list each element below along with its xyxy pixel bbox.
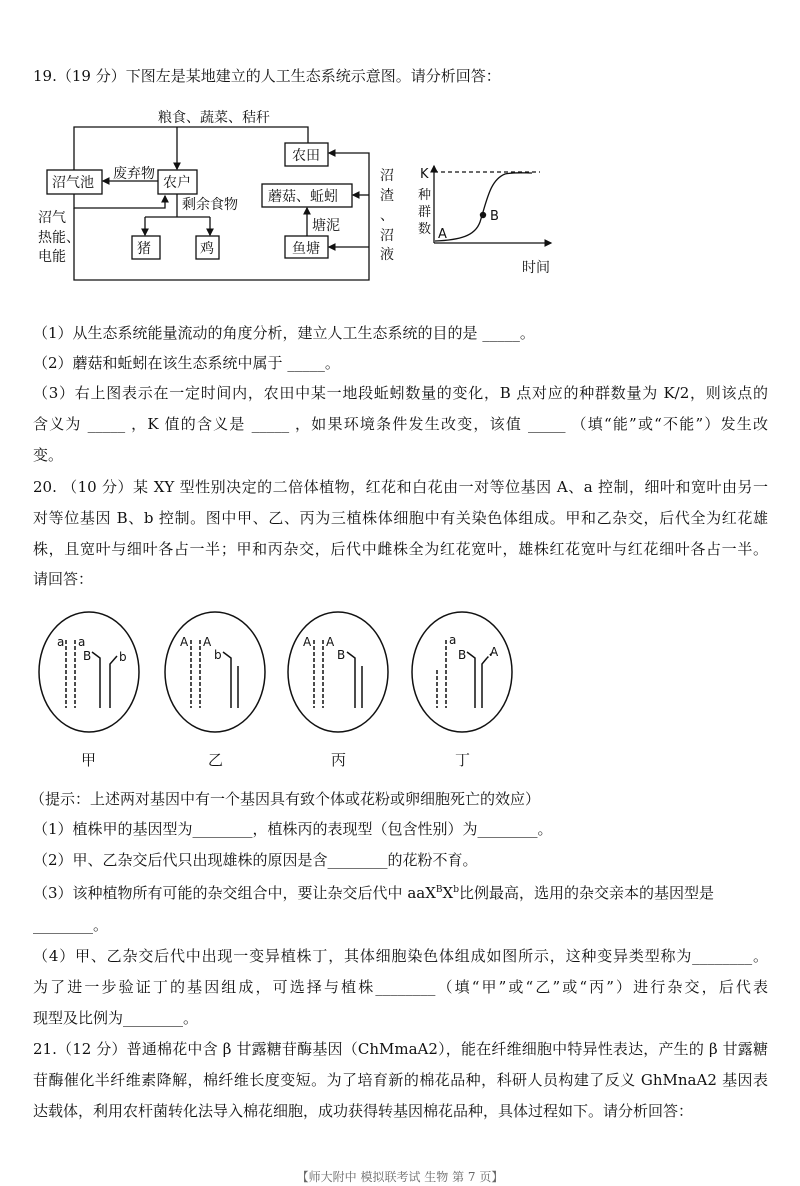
cell-label-bing: 丙 [331, 751, 347, 769]
flow-label-grain: 粮食、蔬菜、秸秆 [158, 110, 270, 126]
q19-sub2: （2）蘑菇和蚯蚓在该生态系统中属于 _____。 [33, 354, 340, 372]
q21-stem: 达载体，利用农杆菌转化法导入棉花细胞，成功获得转基因棉花品种，具体过程如下。请分析回答： [33, 1102, 694, 1120]
q20-sub4: 为了进一步验证丁的基因组成，可选择与植株________（填“甲”或“乙”或“丙”）进行杂交，后代表 [33, 978, 768, 996]
box-pig: 猪 [137, 241, 151, 257]
population-graph [418, 166, 551, 276]
residue-label: 、 [380, 208, 394, 224]
y-axis-label: 群 [418, 205, 432, 220]
box-biogas: 沼气池 [52, 175, 94, 191]
flow-label-waste: 废弃物 [113, 166, 155, 182]
superscript: b [453, 885, 459, 895]
box-pond: 鱼塘 [292, 241, 320, 257]
point-a-label: A [438, 227, 447, 242]
gene-label: A [490, 645, 499, 659]
point-b-label: B [490, 209, 499, 224]
chromosome-figures [0, 600, 800, 780]
cell-label-ding: 丁 [455, 751, 471, 769]
q20-stem: 对等位基因 B、b 控制。图中甲、乙、丙为三植株体细胞中有关染色体组成。甲和乙杂交，后代全为红花雄 [33, 509, 768, 527]
box-chicken: 鸡 [200, 241, 214, 257]
gene-label: b [214, 648, 222, 662]
gene-label: B [458, 648, 467, 662]
cell-label-yi: 乙 [208, 751, 224, 769]
gene-label: a [57, 635, 65, 649]
cell-label-jia: 甲 [81, 751, 97, 769]
q20-sub4: 现型及比例为________。 [33, 1009, 199, 1027]
q20-stem: 株，且宽叶与细叶各占一半；甲和丙杂交，后代中雌株全为红花宽叶，雄株红花宽叶与红花细叶各占一半。 [33, 540, 768, 558]
flow-label-leftover: 剩余食物 [182, 197, 238, 213]
q20-sub2: （2）甲、乙杂交后代只出现雄株的原因是含________的花粉不育。 [33, 851, 478, 869]
gene-label: A [203, 635, 212, 649]
q20-sub3-blank: ________。 [33, 916, 109, 934]
energy-label: 电能 [38, 249, 66, 265]
q19-sub1: （1）从生态系统能量流动的角度分析，建立人工生态系统的目的是 _____。 [33, 324, 535, 342]
energy-label: 热能、 [38, 230, 80, 246]
residue-label: 沼 [380, 228, 394, 244]
q19-sub3: 变。 [33, 446, 64, 464]
gene-label: A [303, 635, 312, 649]
q19-title: 19.（19 分）下图左是某地建立的人工生态系统示意图。请分析回答： [33, 67, 501, 85]
gene-label: a [78, 635, 86, 649]
k-label: K [420, 167, 429, 182]
ecosystem-diagram [0, 0, 800, 300]
q19-sub3: （3）右上图表示在一定时间内，农田中某一地段蚯蚓数量的变化，B 点对应的种群数量为 K/2，则该点的 [33, 384, 768, 402]
residue-label: 沼 [380, 168, 394, 184]
flow-label-mud: 塘泥 [312, 218, 340, 234]
q20-sub3-text: （3）该种植物所有可能的杂交组合中，要让杂交后代中 aaX [33, 884, 436, 902]
q20-stem: 20. （10 分）某 XY 型性别决定的二倍体植物，红花和白花由一对等位基因 A、a 控制，细叶和宽叶由另一 [33, 478, 768, 496]
box-mushroom: 蘑菇、蚯蚓 [268, 189, 338, 205]
q20-sub3 [33, 880, 768, 903]
y-axis-label: 种 [418, 188, 432, 203]
page-footer: 【师大附中 模拟联考试 生物 第 7 页】 [296, 1170, 504, 1184]
gene-label: a [449, 633, 457, 647]
box-field: 农田 [292, 148, 320, 164]
q20-sub4: （4）甲、乙杂交后代中出现一变异植株丁，其体细胞染色体组成如图所示，这种变异类型称为________。 [33, 947, 768, 965]
q20-sub1: （1）植株甲的基因型为________，植株丙的表现型（包含性别）为________。 [33, 820, 553, 838]
gene-label: b [119, 650, 127, 664]
q19-sub3: 含义为 _____ ，K 值的含义是 _____ ，如果环境条件发生改变，该值 _____ （填“能”或“不能”）发生改 [33, 415, 768, 433]
box-farmer: 农户 [163, 175, 191, 191]
q20-sub3-text: 比例最高，选用的杂交亲本的基因型是 [458, 884, 714, 902]
q21-stem: 苷酶催化半纤维素降解，棉纤维长度变短。为了培育新的棉花品种，科研人员构建了反义 GhMnaA2 基因表 [33, 1071, 768, 1089]
gene-label: A [326, 635, 335, 649]
q20-hint: （提示：上述两对基因中有一个基因具有致个体或花粉或卵细胞死亡的效应） [30, 790, 541, 808]
superscript: B [435, 885, 443, 895]
gene-label: B [83, 649, 92, 663]
q21-stem: 21.（12 分）普通棉花中含 β 甘露糖苷酶基因（ChMmaA2），能在纤维细胞中特异性表达，产生的 β 甘露糖 [33, 1040, 768, 1058]
y-axis-label: 数 [418, 222, 432, 237]
gene-label: B [337, 648, 346, 662]
residue-label: 渣 [380, 188, 394, 204]
q20-sub3-text: X [442, 884, 454, 902]
gene-label: A [180, 635, 189, 649]
x-axis-label: 时间 [522, 260, 550, 276]
energy-label: 沼气 [38, 210, 66, 226]
residue-label: 液 [380, 247, 394, 263]
q20-stem: 请回答： [33, 570, 94, 588]
